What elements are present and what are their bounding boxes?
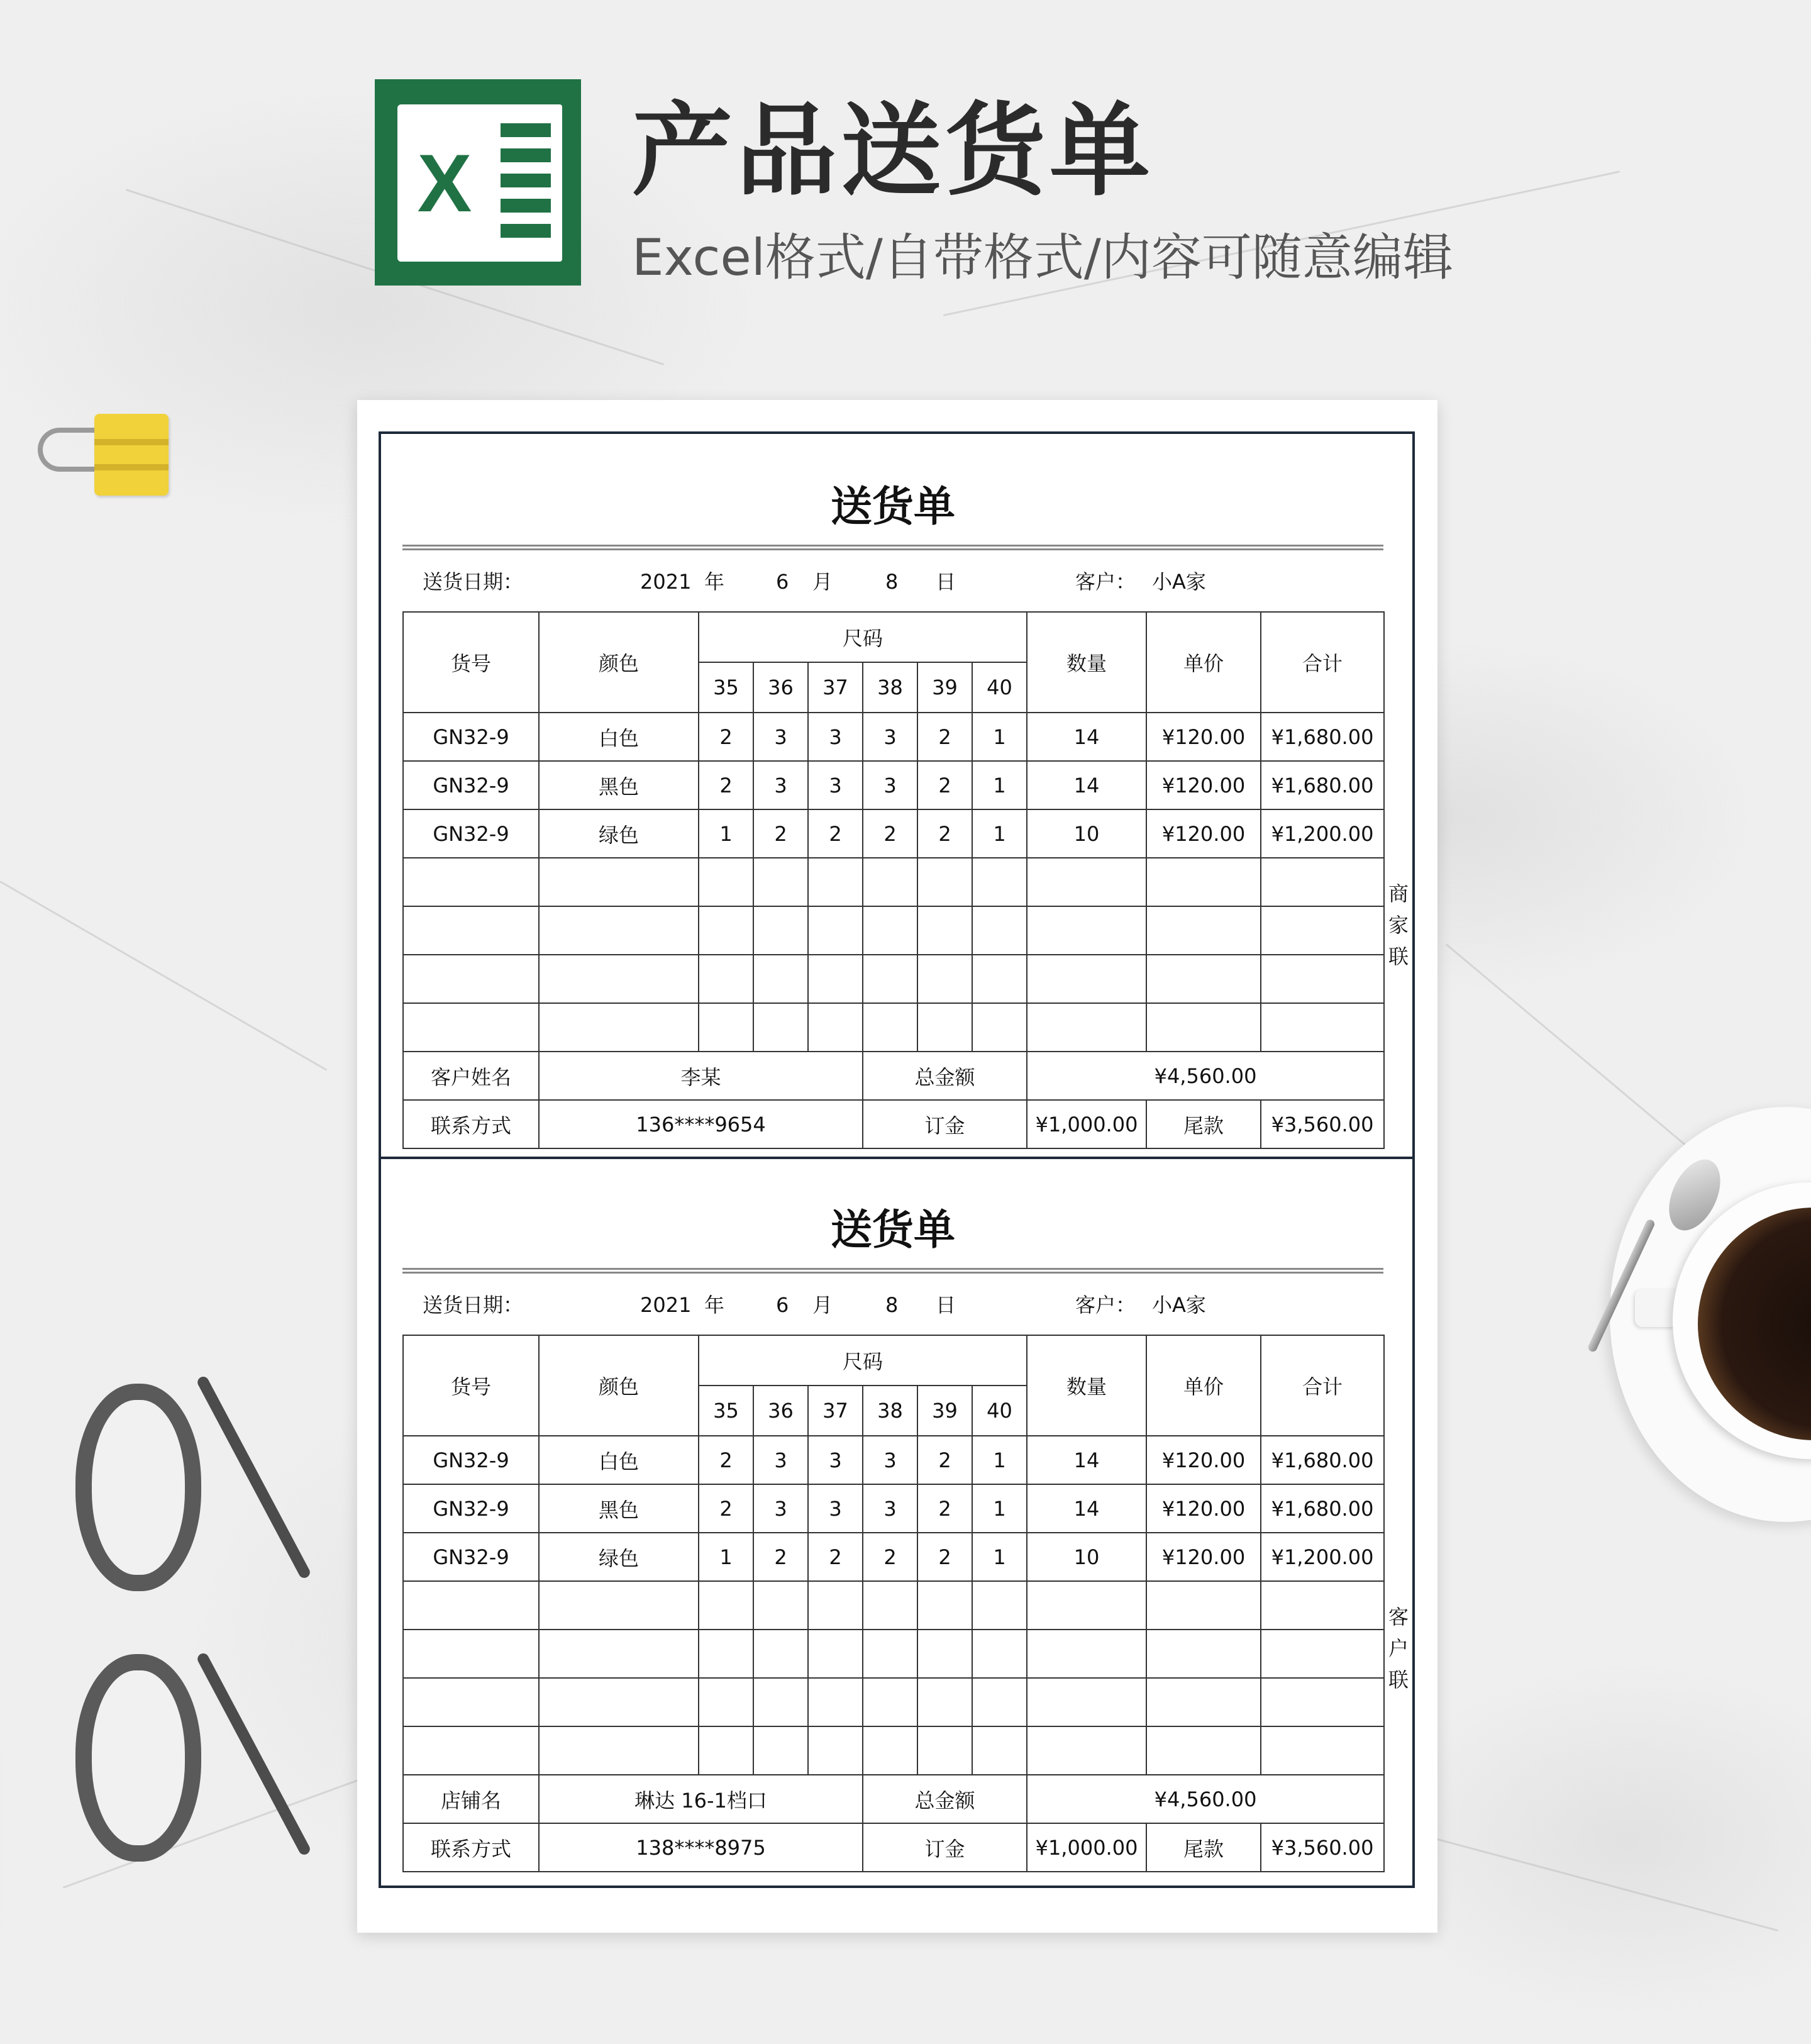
- empty-row: [403, 1630, 1384, 1678]
- cell-size-qty: 1: [972, 1533, 1027, 1581]
- size-header: 35: [699, 1386, 753, 1436]
- form-info-row: [402, 1283, 1383, 1327]
- col-header-color: 颜色: [539, 612, 699, 713]
- date-year: 2021: [640, 1293, 692, 1317]
- cell-size-qty: 2: [917, 761, 972, 809]
- cell-size-qty: 3: [808, 1484, 863, 1533]
- date-month-unit: 月: [812, 1293, 833, 1317]
- cell-unit-price: ¥120.00: [1146, 761, 1261, 809]
- col-header-color: 颜色: [539, 1335, 699, 1436]
- cell-size-qty: 2: [699, 1484, 753, 1533]
- cell-qty: 14: [1027, 761, 1146, 809]
- cell-size-qty: 2: [917, 1484, 972, 1533]
- cell-total: ¥1,680.00: [1261, 713, 1384, 761]
- total-amount-label: 总金额: [863, 1052, 1027, 1100]
- date-day: 8: [885, 1293, 899, 1317]
- cell-total: ¥1,680.00: [1261, 1436, 1384, 1484]
- total-amount-value: ¥4,560.00: [1027, 1775, 1384, 1823]
- contact-label: 联系方式: [403, 1100, 539, 1148]
- cell-size-qty: 2: [917, 1436, 972, 1484]
- date-year: 2021: [640, 570, 692, 594]
- col-header-size: 尺码: [699, 1335, 1027, 1386]
- excel-letter: X: [417, 137, 472, 229]
- customer-value: 小A家: [1152, 1293, 1206, 1317]
- date-year-unit: 年: [704, 1293, 725, 1317]
- empty-row: [403, 955, 1384, 1003]
- cell-size-qty: 2: [808, 1533, 863, 1581]
- contact-label: 联系方式: [403, 1823, 539, 1872]
- customer-name-value: 李某: [539, 1052, 863, 1100]
- col-header-total: 合计: [1261, 1335, 1384, 1436]
- total-amount-value: ¥4,560.00: [1027, 1052, 1384, 1100]
- date-day-unit: 日: [936, 1293, 956, 1317]
- cell-qty: 14: [1027, 713, 1146, 761]
- cell-unit-price: ¥120.00: [1146, 1533, 1261, 1581]
- cell-size-qty: 1: [699, 1533, 753, 1581]
- balance-value: ¥3,560.00: [1261, 1100, 1384, 1148]
- cell-size-qty: 2: [863, 1533, 917, 1581]
- cell-total: ¥1,680.00: [1261, 1484, 1384, 1533]
- balance-value: ¥3,560.00: [1261, 1823, 1384, 1872]
- cell-size-qty: 1: [972, 761, 1027, 809]
- form-title: 送货单: [831, 1206, 955, 1254]
- side-label-merchant-copy: 商 家 联: [1388, 882, 1409, 969]
- cell-color: 白色: [539, 1436, 699, 1484]
- date-month-unit: 月: [812, 570, 833, 594]
- cell-qty: 10: [1027, 809, 1146, 858]
- marble-vein: [1383, 1824, 1779, 1931]
- size-header: 39: [917, 1386, 972, 1436]
- empty-row: [403, 906, 1384, 955]
- empty-row: [403, 1678, 1384, 1726]
- size-header: 37: [808, 662, 863, 713]
- cell-color: 白色: [539, 713, 699, 761]
- cell-unit-price: ¥120.00: [1146, 1436, 1261, 1484]
- cell-item-no: GN32-9: [403, 713, 539, 761]
- delivery-table: [402, 1335, 1385, 1872]
- document-sheet: [357, 400, 1437, 1933]
- col-header-unit-price: 单价: [1146, 1335, 1261, 1436]
- col-header-unit-price: 单价: [1146, 612, 1261, 713]
- cell-size-qty: 3: [808, 713, 863, 761]
- cell-size-qty: 3: [808, 761, 863, 809]
- deposit-label: 订金: [863, 1823, 1027, 1872]
- cell-unit-price: ¥120.00: [1146, 713, 1261, 761]
- empty-row: [403, 1581, 1384, 1630]
- cell-qty: 14: [1027, 1484, 1146, 1533]
- cell-size-qty: 3: [753, 713, 808, 761]
- eyeglasses-icon: [63, 1371, 239, 1887]
- cell-size-qty: 2: [808, 809, 863, 858]
- cell-color: 黑色: [539, 1484, 699, 1533]
- total-amount-label: 总金额: [863, 1775, 1027, 1823]
- size-header: 36: [753, 662, 808, 713]
- shop-name-label: 店铺名: [403, 1775, 539, 1823]
- deposit-label: 订金: [863, 1100, 1027, 1148]
- footer-row: [403, 1775, 1384, 1823]
- table-row: [403, 1533, 1384, 1581]
- cell-item-no: GN32-9: [403, 1533, 539, 1581]
- contact-value: 138****8975: [539, 1823, 863, 1872]
- size-header: 35: [699, 662, 753, 713]
- cell-item-no: GN32-9: [403, 761, 539, 809]
- cell-color: 绿色: [539, 1533, 699, 1581]
- cell-item-no: GN32-9: [403, 1436, 539, 1484]
- col-header-total: 合计: [1261, 612, 1384, 713]
- col-header-item-no: 货号: [403, 612, 539, 713]
- cell-size-qty: 3: [863, 1436, 917, 1484]
- cell-unit-price: ¥120.00: [1146, 1484, 1261, 1533]
- date-label: 送货日期：: [423, 1293, 524, 1317]
- cell-size-qty: 2: [917, 1533, 972, 1581]
- customer-name-label: 客户姓名: [403, 1052, 539, 1100]
- cell-size-qty: 2: [699, 713, 753, 761]
- cell-size-qty: 2: [917, 713, 972, 761]
- section-divider: [379, 1157, 1415, 1159]
- customer-value: 小A家: [1152, 570, 1206, 594]
- customer-label: 客户：: [1075, 570, 1136, 594]
- empty-row: [403, 1726, 1384, 1775]
- date-day-unit: 日: [936, 570, 956, 594]
- balance-label: 尾款: [1146, 1823, 1261, 1872]
- excel-logo-icon: [375, 79, 581, 286]
- table-row: [403, 809, 1384, 858]
- cell-size-qty: 2: [699, 761, 753, 809]
- cell-size-qty: 2: [917, 809, 972, 858]
- coffee-cup-icon: [1610, 1107, 1811, 1522]
- cell-qty: 14: [1027, 1436, 1146, 1484]
- cell-size-qty: 3: [808, 1436, 863, 1484]
- date-month: 6: [776, 1293, 789, 1317]
- customer-label: 客户：: [1075, 1293, 1136, 1317]
- deposit-value: ¥1,000.00: [1027, 1100, 1146, 1148]
- cell-unit-price: ¥120.00: [1146, 809, 1261, 858]
- cell-size-qty: 2: [753, 809, 808, 858]
- balance-label: 尾款: [1146, 1100, 1261, 1148]
- date-month: 6: [776, 570, 789, 594]
- empty-row: [403, 1003, 1384, 1052]
- size-header: 38: [863, 1386, 917, 1436]
- date-year-unit: 年: [704, 570, 725, 594]
- cell-size-qty: 3: [753, 761, 808, 809]
- cell-qty: 10: [1027, 1533, 1146, 1581]
- cell-color: 绿色: [539, 809, 699, 858]
- cell-size-qty: 3: [753, 1484, 808, 1533]
- cell-size-qty: 1: [972, 713, 1027, 761]
- cell-item-no: GN32-9: [403, 1484, 539, 1533]
- table-row: [403, 1484, 1384, 1533]
- cell-size-qty: 3: [863, 1484, 917, 1533]
- cell-total: ¥1,200.00: [1261, 809, 1384, 858]
- cell-size-qty: 1: [972, 809, 1027, 858]
- col-header-qty: 数量: [1027, 1335, 1146, 1436]
- side-label-customer-copy: 客 户 联: [1388, 1605, 1409, 1692]
- title-underline: [402, 1268, 1383, 1274]
- cell-size-qty: 1: [699, 809, 753, 858]
- table-row: [403, 761, 1384, 809]
- col-header-qty: 数量: [1027, 612, 1146, 713]
- cell-size-qty: 3: [863, 713, 917, 761]
- size-header: 36: [753, 1386, 808, 1436]
- cell-size-qty: 2: [753, 1533, 808, 1581]
- cell-size-qty: 1: [972, 1484, 1027, 1533]
- cell-size-qty: 1: [972, 1436, 1027, 1484]
- title-underline: [402, 545, 1383, 550]
- form-info-row: [402, 560, 1383, 604]
- size-header: 40: [972, 662, 1027, 713]
- size-header: 39: [917, 662, 972, 713]
- size-header: 40: [972, 1386, 1027, 1436]
- size-header: 38: [863, 662, 917, 713]
- page-subtitle: Excel格式/自带格式/内容可随意编辑: [632, 228, 1453, 287]
- table-row: [403, 713, 1384, 761]
- col-header-item-no: 货号: [403, 1335, 539, 1436]
- date-label: 送货日期：: [423, 570, 524, 594]
- contact-value: 136****9654: [539, 1100, 863, 1148]
- deposit-value: ¥1,000.00: [1027, 1823, 1146, 1872]
- binder-clip-icon: [31, 409, 145, 497]
- page-title: 产品送货单: [632, 92, 1155, 209]
- cell-size-qty: 3: [863, 761, 917, 809]
- col-header-size: 尺码: [699, 612, 1027, 662]
- marble-vein: [0, 880, 327, 1071]
- empty-row: [403, 858, 1384, 906]
- cell-total: ¥1,680.00: [1261, 761, 1384, 809]
- date-day: 8: [885, 570, 899, 594]
- cell-size-qty: 3: [753, 1436, 808, 1484]
- cell-total: ¥1,200.00: [1261, 1533, 1384, 1581]
- delivery-table: [402, 611, 1385, 1149]
- cell-size-qty: 2: [863, 809, 917, 858]
- size-header: 37: [808, 1386, 863, 1436]
- form-title: 送货单: [831, 482, 955, 531]
- table-row: [403, 1436, 1384, 1484]
- cell-color: 黑色: [539, 761, 699, 809]
- cell-item-no: GN32-9: [403, 809, 539, 858]
- shop-name-value: 琳达 16-1档口: [539, 1775, 863, 1823]
- cell-size-qty: 2: [699, 1436, 753, 1484]
- footer-row: [403, 1823, 1384, 1872]
- footer-row: [403, 1100, 1384, 1148]
- footer-row: [403, 1052, 1384, 1100]
